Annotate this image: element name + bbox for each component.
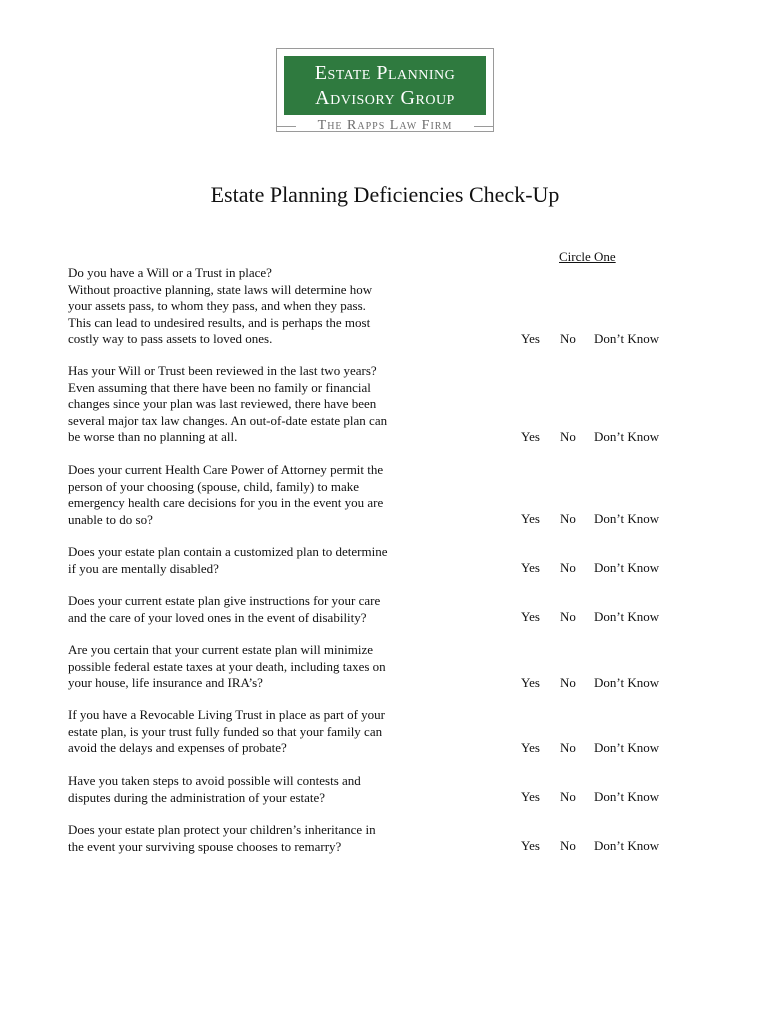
question-8-line: disputes during the administration of your estate? (68, 789, 326, 805)
question-7-line: avoid the delays and expenses of probate? (68, 740, 287, 755)
question-9-option-dont-know[interactable]: Don’t Know (594, 838, 660, 853)
question-3-option-dont-know[interactable]: Don’t Know (594, 511, 660, 526)
question-1-line: Do you have a Will or a Trust in place? (68, 265, 272, 280)
question-3-line: emergency health care decisions for you in the event you are (68, 495, 384, 510)
logo-line-2: Advisory Group (315, 87, 455, 109)
question-7-line: estate plan, is your trust fully funded so that your family can (68, 723, 383, 739)
question-7-line: If you have a Revocable Living Trust in place as part of your (68, 707, 385, 722)
question-5-line: Does your current estate plan give instructions for your care (68, 593, 381, 608)
question-3-option-yes[interactable]: Yes (521, 511, 540, 526)
question-1-option-yes[interactable]: Yes (521, 331, 540, 346)
question-2-option-no[interactable]: No (560, 429, 576, 444)
question-2-line: several major tax law changes. An out-of-date estate plan can (68, 412, 388, 428)
question-5-option-dont-know[interactable]: Don’t Know (594, 609, 660, 624)
question-2-line: Has your Will or Trust been reviewed in the last two years? (68, 363, 377, 378)
question-8-option-no[interactable]: No (560, 789, 576, 804)
question-2-option-dont-know[interactable]: Don’t Know (594, 429, 660, 444)
question-4-option-no[interactable]: No (560, 560, 576, 575)
question-6-line: Are you certain that your current estate plan will minimize (68, 642, 374, 657)
question-6-line: possible federal estate taxes at your death, including taxes on (68, 658, 386, 674)
question-2-line: be worse than no planning at all. (68, 429, 238, 444)
question-9-line: Does your estate plan protect your children’s inheritance in (68, 822, 376, 837)
question-4-line: Does your estate plan contain a customized plan to determine (68, 544, 388, 559)
question-1-line: costly way to pass assets to loved ones. (68, 331, 273, 346)
question-9-option-yes[interactable]: Yes (521, 838, 540, 853)
question-3-line: unable to do so? (68, 511, 153, 527)
question-8-option-dont-know[interactable]: Don’t Know (594, 789, 660, 804)
question-7-option-dont-know[interactable]: Don’t Know (594, 740, 660, 755)
question-6-line: your house, life insurance and IRA’s? (68, 675, 263, 690)
question-9-line: the event your surviving spouse chooses to remarry? (68, 838, 342, 854)
question-1-option-no[interactable]: No (560, 331, 576, 346)
question-3-option-no[interactable]: No (560, 511, 576, 526)
question-5-option-yes[interactable]: Yes (521, 609, 540, 624)
circle-one-label: Circle One (559, 249, 616, 264)
question-7-option-no[interactable]: No (560, 740, 576, 755)
question-2-option-yes[interactable]: Yes (521, 429, 540, 444)
logo-subtitle-bar (276, 117, 494, 135)
logo (284, 56, 486, 115)
question-2-line: changes since your plan was last reviewed, there have been (68, 396, 377, 411)
page-title: Estate Planning Deficiencies Check-Up (210, 182, 560, 207)
question-1-line: This can lead to undesired results, and is perhaps the most (68, 314, 371, 330)
question-6-option-dont-know[interactable]: Don’t Know (594, 675, 660, 690)
logo-line-1: Estate Planning (314, 62, 456, 84)
question-8-line: Have you taken steps to avoid possible will contests and (68, 773, 361, 788)
logo-subtitle: The Rapps Law Firm (317, 118, 453, 133)
question-2-line: Even assuming that there have been no family or financial (68, 379, 371, 395)
question-1-line: Without proactive planning, state laws will determine how (68, 281, 373, 297)
question-3-line: Does your current Health Care Power of Attorney permit the (68, 462, 384, 477)
question-1-line: your assets pass, to whom they pass, and when they pass. (68, 298, 366, 313)
question-4-option-dont-know[interactable]: Don’t Know (594, 560, 660, 575)
question-9-option-no[interactable]: No (560, 838, 576, 853)
question-5-line: and the care of your loved ones in the event of disability? (68, 609, 367, 625)
question-8-option-yes[interactable]: Yes (521, 789, 540, 804)
question-3-line: person of your choosing (spouse, child, family) to make (68, 478, 359, 494)
logo-rule-right (474, 126, 494, 127)
question-5-option-no[interactable]: No (560, 609, 576, 624)
question-7-option-yes[interactable]: Yes (521, 740, 540, 755)
question-6-option-no[interactable]: No (560, 675, 576, 690)
question-6-option-yes[interactable]: Yes (521, 675, 540, 690)
question-4-option-yes[interactable]: Yes (521, 560, 540, 575)
question-4-line: if you are mentally disabled? (68, 560, 219, 576)
question-1-option-dont-know[interactable]: Don’t Know (594, 331, 660, 346)
